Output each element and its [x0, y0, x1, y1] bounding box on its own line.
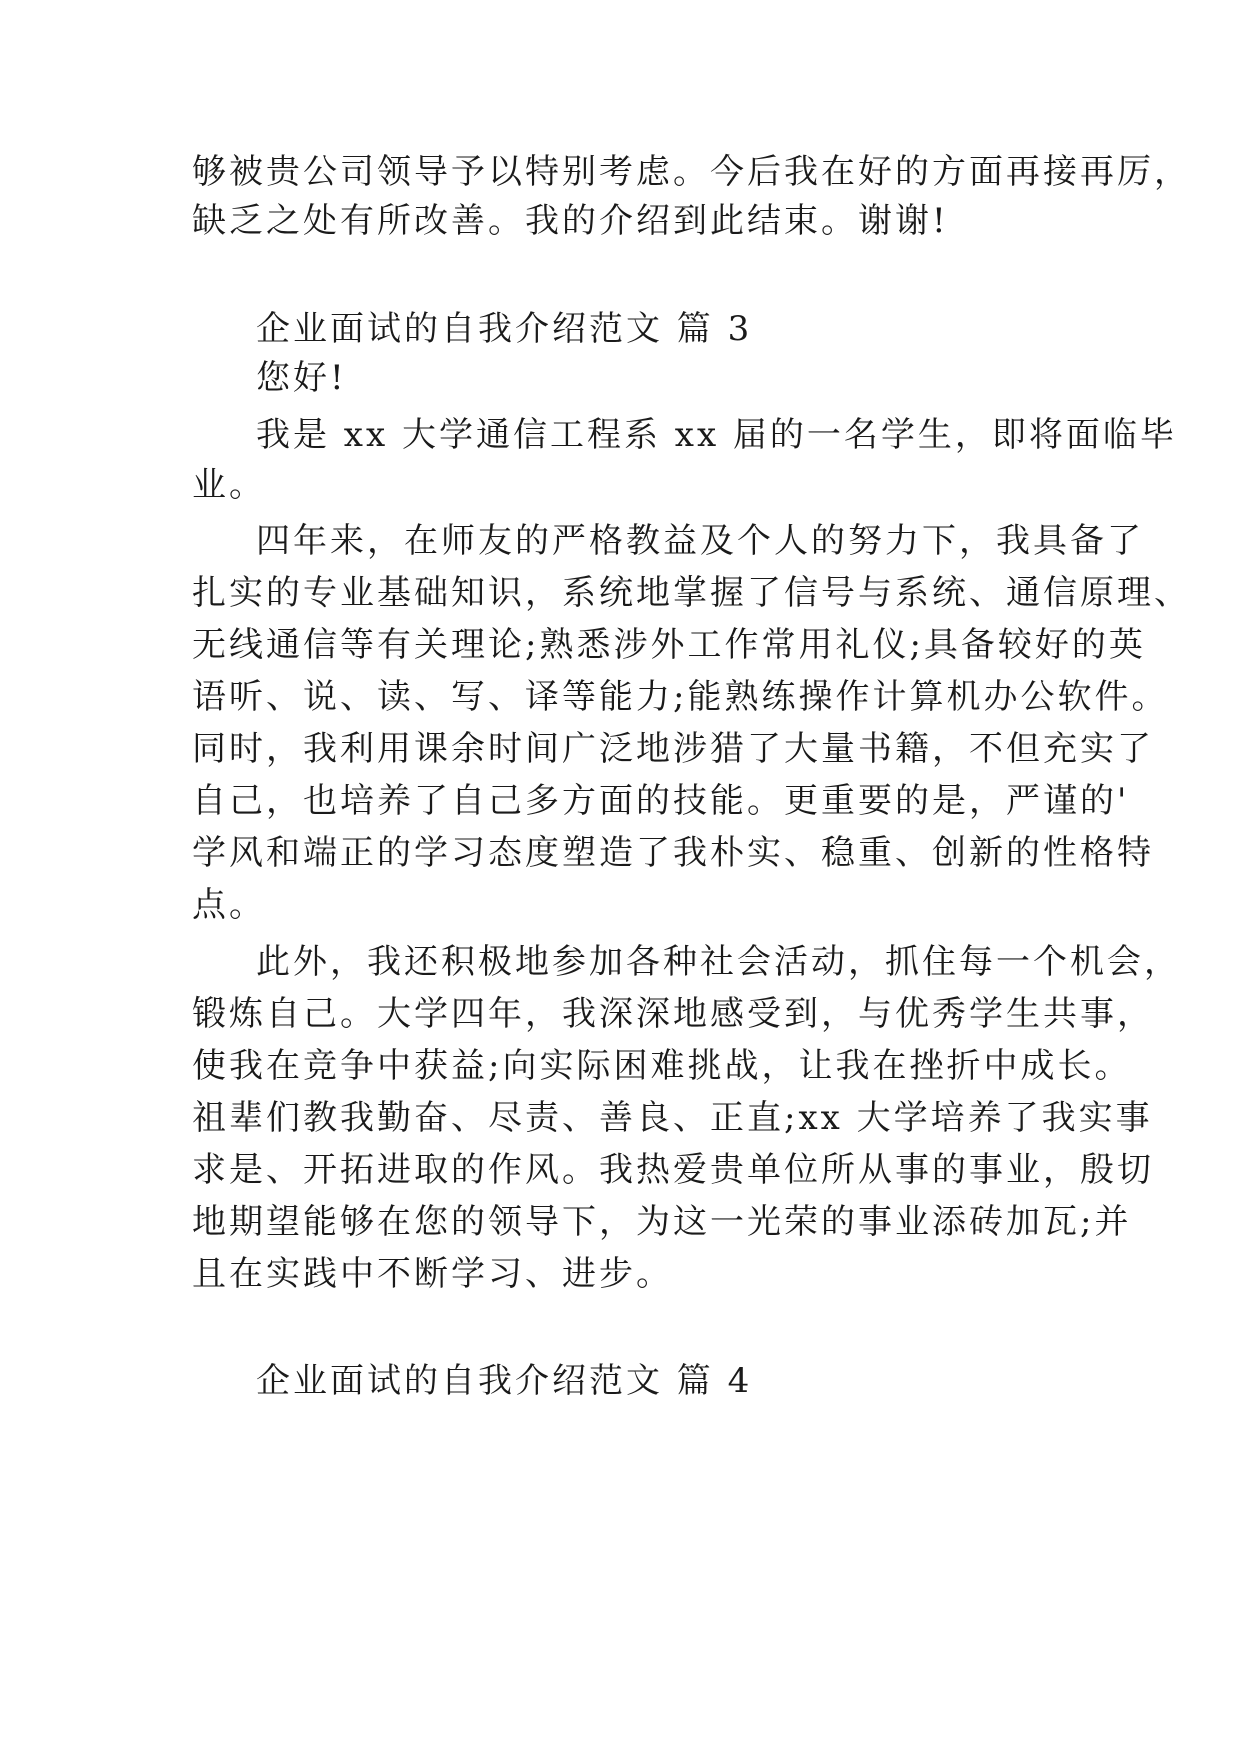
section-heading: 企业面试的自我介绍范文 篇 3 [256, 309, 753, 349]
text-line: 且在实践中不断学习、进步。 [192, 1254, 673, 1294]
text-line: 点。 [192, 885, 266, 925]
text-line: 学风和端正的学习态度塑造了我朴实、稳重、创新的性格特 [192, 833, 1154, 873]
text-line: 使我在竞争中获益;向实际困难挑战，让我在挫折中成长。 [192, 1046, 1132, 1086]
text-line: 地期望能够在您的领导下，为这一光荣的事业添砖加瓦;并 [192, 1202, 1132, 1242]
text-line: 求是、开拓进取的作风。我热爱贵单位所从事的事业，殷切 [192, 1150, 1154, 1190]
text-line: 语听、说、读、写、译等能力;能熟练操作计算机办公软件。 [192, 677, 1169, 717]
text-line: 业。 [192, 465, 266, 505]
text-line: 无线通信等有关理论;熟悉涉外工作常用礼仪;具备较好的英 [192, 625, 1146, 665]
section-heading: 企业面试的自我介绍范文 篇 4 [256, 1361, 753, 1401]
text-line: 够被贵公司领导予以特别考虑。今后我在好的方面再接再厉， [192, 152, 1191, 192]
text-line: 自己，也培养了自己多方面的技能。更重要的是，严谨的' [192, 781, 1130, 821]
text-line: 扎实的专业基础知识，系统地掌握了信号与系统、通信原理、 [192, 573, 1191, 613]
text-line: 此外，我还积极地参加各种社会活动，抓住每一个机会， [256, 942, 1181, 982]
greeting: 您好! [256, 358, 347, 398]
text-line: 祖辈们教我勤奋、尽责、善良、正直;xx 大学培养了我实事 [192, 1098, 1153, 1138]
text-line: 同时，我利用课余时间广泛地涉猎了大量书籍，不但充实了 [192, 729, 1154, 769]
text-line: 我是 xx 大学通信工程系 xx 届的一名学生，即将面临毕 [256, 415, 1177, 455]
text-line: 缺乏之处有所改善。我的介绍到此结束。谢谢! [192, 201, 949, 241]
text-line: 锻炼自己。大学四年，我深深地感受到，与优秀学生共事， [192, 994, 1154, 1034]
text-line: 四年来，在师友的严格教益及个人的努力下，我具备了 [256, 521, 1144, 561]
